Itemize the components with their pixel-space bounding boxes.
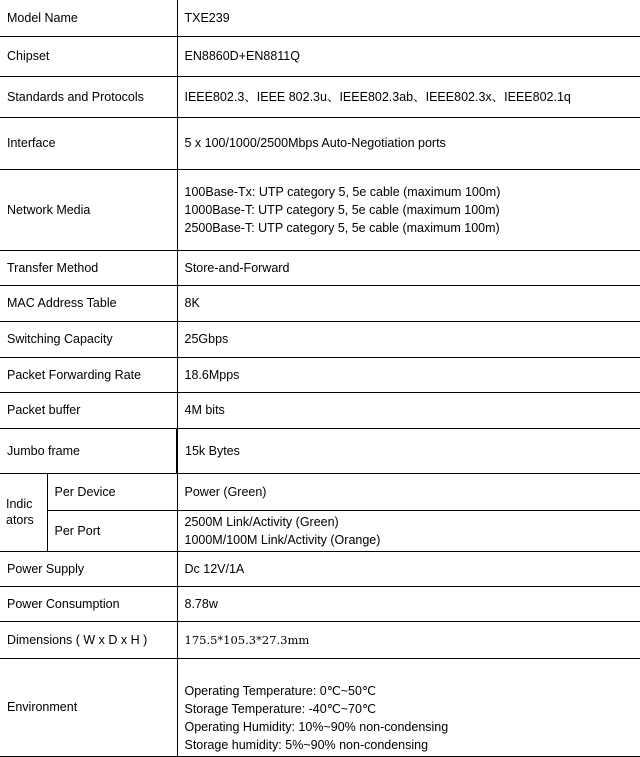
- row-transfer-method: [0, 250, 640, 285]
- mac-table-value: 8K: [177, 285, 640, 321]
- forwarding-rate-value: 18.6Mpps: [177, 357, 640, 392]
- per-device-label: Per Device: [47, 473, 177, 510]
- row-indicators-per-port: [0, 510, 640, 551]
- network-media-label: Network Media: [0, 169, 177, 250]
- power-supply-label: Power Supply: [0, 551, 177, 586]
- standards-label: Standards and Protocols: [0, 76, 177, 117]
- per-port-line: 2500M Link/Activity (Green): [184, 514, 339, 529]
- power-consumption-value: 8.78w: [177, 586, 640, 621]
- row-network-media: [0, 169, 640, 250]
- row-mac-table: [0, 285, 640, 321]
- per-port-label: Per Port: [47, 510, 177, 551]
- packet-buffer-value: 4M bits: [177, 392, 640, 428]
- per-port-line: 1000M/100M Link/Activity (Orange): [184, 532, 381, 547]
- environment-label: Environment: [0, 658, 177, 756]
- switching-capacity-label: Switching Capacity: [0, 321, 177, 357]
- row-switching-capacity: [0, 321, 640, 357]
- environment-value: [177, 658, 640, 756]
- row-dimensions: [0, 621, 640, 658]
- mac-table-label: MAC Address Table: [0, 285, 177, 321]
- packet-buffer-label: Packet buffer: [0, 392, 177, 428]
- chipset-value: EN8860D+EN8811Q: [177, 36, 640, 76]
- row-chipset: [0, 36, 640, 76]
- row-jumbo-frame: [0, 428, 640, 473]
- standards-value: IEEE802.3、IEEE 802.3u、IEEE802.3ab、IEEE802.3x、IEEE802.1q: [177, 76, 640, 117]
- forwarding-rate-label: Packet Forwarding Rate: [0, 357, 177, 392]
- row-standards: [0, 76, 640, 117]
- row-power-consumption: [0, 586, 640, 621]
- row-indicators-per-device: [0, 473, 640, 510]
- transfer-method-label: Transfer Method: [0, 250, 177, 285]
- per-port-value: [177, 510, 640, 551]
- row-model-name: [0, 0, 640, 36]
- row-environment: [0, 658, 640, 756]
- indicators-label-line: Indic: [6, 497, 33, 511]
- transfer-method-value: Store-and-Forward: [177, 250, 640, 285]
- per-device-value: Power (Green): [177, 473, 640, 510]
- jumbo-frame-label: Jumbo frame: [0, 428, 177, 473]
- dimensions-value: 175.5*105.3*27.3mm: [177, 621, 640, 658]
- row-packet-buffer: [0, 392, 640, 428]
- network-media-value: [177, 169, 640, 250]
- environment-line: Operating Temperature: 0℃~50℃: [184, 683, 376, 698]
- jumbo-frame-value: 15k Bytes: [177, 428, 640, 473]
- environment-line: Storage humidity: 5%~90% non-condensing: [184, 737, 429, 752]
- power-consumption-label: Power Consumption: [0, 586, 177, 621]
- row-power-supply: [0, 551, 640, 586]
- model-name-label: Model Name: [0, 0, 177, 36]
- indicators-label-line: ators: [6, 513, 34, 527]
- row-interface: [0, 117, 640, 169]
- switching-capacity-value: 25Gbps: [177, 321, 640, 357]
- environment-line: Operating Humidity: 10%~90% non-condensing: [184, 719, 449, 734]
- interface-label: Interface: [0, 117, 177, 169]
- network-media-line: 100Base-Tx: UTP category 5, 5e cable (maximum 100m): [184, 184, 501, 199]
- interface-value: 5 x 100/1000/2500Mbps Auto-Negotiation ports: [177, 117, 640, 169]
- network-media-line: 1000Base-T: UTP category 5, 5e cable (maximum 100m): [184, 202, 500, 217]
- chipset-label: Chipset: [0, 36, 177, 76]
- network-media-line: 2500Base-T: UTP category 5, 5e cable (maximum 100m): [184, 220, 500, 235]
- power-supply-value: Dc 12V/1A: [177, 551, 640, 586]
- indicators-label: [0, 473, 47, 551]
- environment-line: Storage Temperature: -40℃~70℃: [184, 701, 376, 716]
- row-forwarding-rate: [0, 357, 640, 392]
- model-name-value: TXE239: [177, 0, 640, 36]
- dimensions-label: Dimensions ( W x D x H ): [0, 621, 177, 658]
